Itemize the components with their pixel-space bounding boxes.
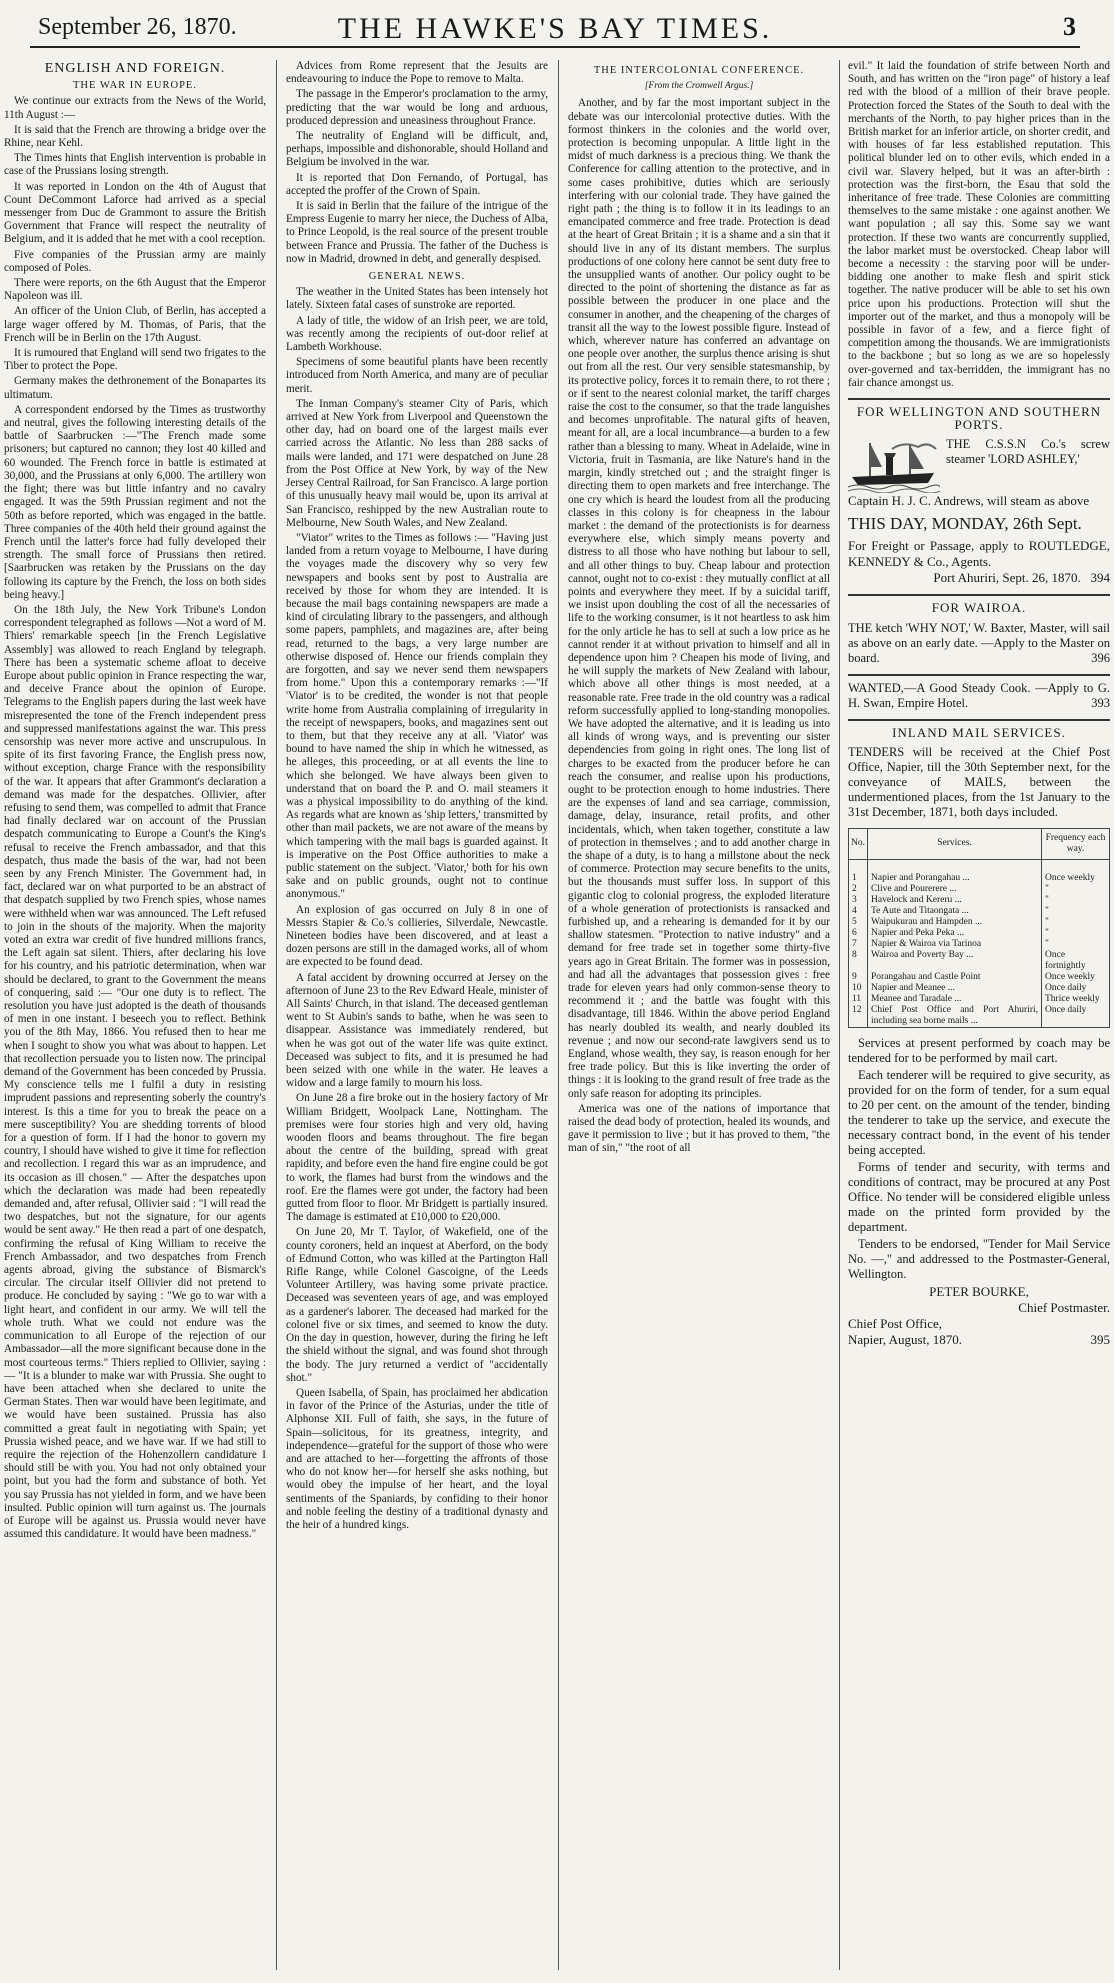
article-paragraph: It is rumoured that England will send two frigates to the Tiber to protect the Pope. <box>4 347 266 373</box>
table-cell: 6 <box>849 928 868 939</box>
table-cell: Once weekly <box>1042 873 1110 884</box>
article-paragraph: The Inman Company's steamer City of Paris, which arrived at New York from Liverpool and Queenstown the other day, had on board one of the largest mails ever carried across the Atlantic. No less than 288 sacks of mails were landed, and 171 were despatched on June 28 from the Post Office at New York, by way of the New Jersey Central Railroad, for San Francisco. A large portion of this unusually heavy mail would be, upon its arrival at San Francisco, reshipped by the new Australian route to Melbourne, New South Wales, and New Zealand. <box>286 397 548 529</box>
section-heading: GENERAL NEWS. <box>368 271 466 283</box>
ad-inland-mail <box>848 719 1110 1349</box>
mail-services-table <box>848 828 1110 1029</box>
article-source: [From the Cromwell Argus.] <box>644 81 754 92</box>
table-row <box>849 917 1110 928</box>
article-paragraph: Germany makes the dethronement of the Bonapartes its ultimatum. <box>4 375 266 401</box>
ad-footer-place: Chief Post Office, <box>848 1316 942 1332</box>
article-paragraph: Queen Isabella, of Spain, has proclaimed her abdication in favor of the Prince of the Asturias, under the title of Alphonse XII. Full of faith, she says, in the future of Spain—solicitous, for its greatness, integrity, and independence—grateful for the support of those who were and are attached to her—forgetting the affronts of those who do not know her—for herself she asks nothing, but would obey the impulse of her heart, and the loyal sentiments of the Spaniards, by confiding to their honor and noble feeling the destiny of a traditional dynasty and the heir of a hundred kings. <box>286 1386 548 1531</box>
table-row <box>849 950 1110 972</box>
table-header: Frequency each way. <box>1042 828 1110 859</box>
column-general-news <box>286 60 548 1975</box>
table-cell: 8 <box>849 950 868 972</box>
article-paragraph: On June 28 a fire broke out in the hosiery factory of Mr William Bridgett, Woolpack Lane, Nottingham. The premises were four stories high and very old, having wooden floors and beams throughout. The fire began about the centre of the building, spread with great rapidity, and before even the hand fire engine could be got to work, the flames had burst from the windows and the roof. Ere the flames were got under, the factory had been gutted from floor to floor. Mr Bridgett is partially insured. The damage is estimated at £10,000 to £20,000. <box>286 1092 548 1224</box>
article-paragraph: It is reported that Don Fernando, of Portugal, has accepted the proffer of the Crown of Spain. <box>286 171 548 197</box>
table-cell: Wairoa and Poverty Bay ... <box>868 950 1042 972</box>
article-paragraph: Advices from Rome represent that the Jesuits are endeavouring to induce the Pope to remove to Malta. <box>286 60 548 86</box>
ad-intro: TENDERS will be received at the Chief Post Office, Napier, till the 30th September next, for the conveyance of MAILS, between the undermentioned places, from the 1st January to the 31st December, 1871, both days included. <box>848 744 1110 819</box>
article-paragraph: It is said in Berlin that the failure of the intrigue of the Empress Eugenie to marry her niece, the Duchess of Alba, to Prince Leopold, is the real source of the present trouble between France and Prussia. The father of the Duchess is now in Madrid, drowned in debt, and generally despised. <box>286 200 548 265</box>
article-paragraph: The weather in the United States has been intensely hot lately. Sixteen fatal cases of sunstroke are reported. <box>286 286 548 312</box>
table-header: No. <box>849 828 868 859</box>
ad-lord-ashley <box>848 398 1110 586</box>
ad-wairoa <box>848 594 1110 665</box>
table-cell: " <box>1042 895 1110 906</box>
ad-number: 395 <box>1090 1332 1110 1348</box>
table-cell: Once fortnightly <box>1042 950 1110 972</box>
article-paragraph: Specimens of some beautiful plants have been recently introduced from North America, and many are of peculiar merit. <box>286 356 548 395</box>
table-cell: " <box>1042 917 1110 928</box>
table-cell: Once daily <box>1042 1005 1110 1028</box>
table-cell: " <box>1042 906 1110 917</box>
table-cell: Meanee and Taradale ... <box>868 994 1042 1005</box>
column-rule <box>839 60 840 1970</box>
article-paragraph: It is said that the French are throwing a bridge over the Rhine, near Kehl. <box>4 123 266 150</box>
table-cell: 5 <box>849 917 868 928</box>
article-paragraph: An officer of the Union Club, of Berlin, has accepted a large wager offered by M. Thomas, of Paris, that the French will be in Berlin on the 17th August. <box>4 305 266 344</box>
ad-wanted-cook <box>848 674 1110 711</box>
article-paragraph: America was one of the nations of importance that raised the dead body of protection, healed its wounds, and gave it permission to live ; but it has proved to them, "the man of sin," "the root of all <box>568 1102 830 1155</box>
table-cell: 3 <box>849 895 868 906</box>
column-rule <box>558 60 559 1970</box>
article-paragraph: "Viator" writes to the Times as follows :— "Having just landed from a return voyage to Melbourne, I have during the voyages made the discovery why so very few newspapers and books sent by post to Australia are received by those for whom they are intended. It is because the mail bags containing newspapers are made a kind of circulating library to the passengers, and although some papers, pamphlets, and magazines are, after being read, returned to the bags, a very large number are otherwise disposed of. Hence our friends complain they are forgotten, and say we never send them newspapers from home." Upon this a contemporary remarks :—"If 'Viator' is to be credited, the wonder is not that people write home from Australia complaining of irregularity in the receipt of newspapers, books, and magazines sent out to them, but that they receive any at all. 'Viator' was bound to have named the ship in which he witnessed, as he alleges, this proceeding, or at all events the line to which she belonged. We have always been given to understand that on board the P. and O. mail steamers it was a physical impossibility to do anything of the kind. As regards what are known as 'ship letters,' transmitted by other than mail packets, we are not aware of the means by which tampering with the mail bags is guarded against. It is imperative on the Post Office authorities to make a public statement on the subject. 'Viator,' both for his own sake and on public grounds, ought not to continue anonymous." <box>286 531 548 901</box>
table-cell: 12 <box>849 1005 868 1028</box>
article-paragraph: The neutrality of England will be difficult, and, perhaps, impossible and dishonorable, should Holland and Belgium be involved in the war. <box>286 130 548 169</box>
table-cell: 4 <box>849 906 868 917</box>
ad-sailing-date: THIS DAY, MONDAY, 26th Sept. <box>848 514 1082 534</box>
ad-heading: FOR WELLINGTON AND SOUTHERN PORTS. <box>856 404 1102 433</box>
article-paragraph: Another, and by far the most important subject in the debate was our intercolonial protective duties. With the formost thinkers in the colonies and the world over, protection is becoming unpopular. A little light in the midst of much darkness is a precious thing. We thank the Conference for calling attention to the protective, and in some cases prohibitive, duties which are seriously interfering with our colonial trade. They have gained the right path ; the thing is to follow it in its leadings to an emancipated commerce and free trade. Protection is dead at the heart of Great Britain ; it is a shame and a sin that it should live in any of its distant members. The surplus productions of one colony here cannot be sent duty free to the unsupplied wants of another. Our policy ought to be directed to the point of shortening the distance as far as possible between the producer in one place and the consumer in another, and the cheapening of the charges of transit all the way to the lowest possible figure. Instead of which, wherever nature has conferred an advantage on one people over another, the surplus thence arising is shut out from all the rest. Our very sensible statesmanship, by its protective policy, forces it to remain there, to rot there ; or if sent to the nearest colonial market, the tariff charges raise the cost to the consumer, so that the trade languishes and becomes unprofitable. The natural gifts of heaven, meant for all, are a local incumbrance—a burden to a few rather than a blessing to many. Wheat in Adelaide, wine in Victoria, fruit in Tasmania, are like Nature's hand in the margin, kindly stretched out ; and the straight finger is directing them to open markets and free interchange. The one cry which is heard the loudest from all the producing classes in this colony is for cheapness in the labour market : the demand of the protectionists is for dearness everywhere else, which simply means poverty and distress to all those who have nothing but labour to sell, and all other things to buy. Cheap labour and protection cannot, ought not to co-exist : they mutually conflict at all points and everywhere they meet. If by a suicidal tariff, we insist upon doubling the cost of all the necessaries of life to the working consumer, is it not heartless to ask him for the only article he has to sell at such a low price as he cannot render it at without privation to himself and all in dependence upon him ? Cheapen his mode of living, and he will supply the markets of New Zealand with labour, which above all other things is most needed, at a reasonable rate. Free trade in the old country was a radical reform successfully applied to long-standing monopolies. We have adopted the alternative, and it is leading us into all kinds of wrong ways, and is preventing our sister dependencies from going in right ones. The long list of charges to be exacted from the producer before he can reach the consumer, and realise upon his productions, ought to be protection enough to home industries. There are the expenses of land and sea carriage, commission, damage, delay, insurance, retail profits, and other incidentals, which, when taken together, constitute a law of protection in themselves ; and to add another charge in the shape of a duty, is to hang a millstone about the neck of commerce. Protection may secure benefits to the units, but the thousands must suffer loss. In support of this gigantic clog to colonial progress, the exploded literature of a whole generation of protectionists is ransacked and furbished up, and a rehearing is demanded for it by our shallow statesmen. "Protection to native industry" and a demand for free trade set in together some thirty-five years ago in Great Britain. The former was in possession, and had all the advantages that possession gives : free trade for eleven years had only common-sense theory to recommend it ; and the battle was fought with this disadvantage, till 1846. Within the above period England has nearly doubled its wealth, and nearly doubled its revenue ; and now our second-rate lawgivers send us to England, whose wealth, they say, is reason enough for her free trade policy. But this is like inverting the order of things : it is looking to the grand result of free trade as the only safe reason for adopting its principles. <box>568 97 830 1100</box>
page-number: 3 <box>1063 12 1076 41</box>
section-heading: THE INTERCOLONIAL CONFERENCE. <box>593 65 805 76</box>
article-continuation: evil." It laid the foundation of strife between North and South, and has written on the "iron page" of history a leaf red with the blood of a million of their brave people. Protection forced the States of the South to deal with the merchants of the North, to pay higher prices than in the British market for an inferior article, on shorter credit, and with houses of far less established reputation. This political blunder led on to other evils, which ended in a civil war. Slavery helped, but it was an after-birth : protection was the first-born, the Esau that sold the inheritance of free trade. These Colonies are committing themselves to the same mistake : one against another. We want population ; all say this. Some say we want protection. If these two wants are concurrently supplied, the labor market must be overstocked. Cheap labor will become a necessity : the starving poor will be under-bidding one another to make flesh and spirit stick together. The native producer will be able to set his own price upon his productions. Protection will shut the importer out of the market, and thus a monopoly will be possible in favor of a few, and a fierce fight of competition among the thousands. We are immigrationists to the backbone ; but so long as we are so hopelessly over-governed and tax-berridden, the immigrant has no fair chance amongst us. <box>848 60 1110 389</box>
ad-number: 393 <box>1091 695 1110 710</box>
table-header: Services. <box>868 828 1042 859</box>
ad-captain: Captain H. J. C. Andrews, will steam as above <box>848 493 1090 509</box>
ad-heading: INLAND MAIL SERVICES. <box>892 724 1066 740</box>
table-cell: Napier and Meanee ... <box>868 983 1042 994</box>
table-cell: 1 <box>849 873 868 884</box>
ad-footer: Port Ahuriri, Sept. 26, 1870. <box>933 570 1081 586</box>
table-row <box>849 884 1110 895</box>
article-paragraph: Five companies of the Prussian army are mainly composed of Poles. <box>4 248 266 274</box>
table-row <box>849 1005 1110 1028</box>
article-paragraph: The Times hints that English intervention is probable in case of the Prussians losing strength. <box>4 152 266 178</box>
article-paragraph: A fatal accident by drowning occurred at Jersey on the afternoon of June 23 to the Rev Edward Heale, minister of All Saints' Church, in that island. The deceased gentleman went to St Aubin's sands to bathe, when he was seen to disappear. Assistance was immediately rendered, but when he was got out of the water life was quite extinct. Deceased was subject to fits, and it is presumed he had been seized with one while in the water. He leaves a widow and a large family to mourn his loss. <box>286 971 548 1090</box>
ad-paragraph: Forms of tender and security, with terms and conditions of contract, may be procured at any Post Office. No tender will be considered eligible unless made on the printed form provided by the department. <box>848 1160 1110 1235</box>
section-heading: ENGLISH AND FOREIGN. <box>44 61 226 76</box>
article-paragraph: On the 18th July, the New York Tribune's London correspondent telegraphed as follows —Not a word of M. Thiers' remarkable speech [in the French Legislative Assembly] was allowed to reach England by telegraph. There has been a systematic scheme afloat to deceive Europe about public opinion in France respecting the war, and deceive France about the opinion of Europe. Telegrams to the English papers during the last week have misrepresented the tone of the French independent press and suppressed manifestations against the war. This press censorship was never more active and unscrupulous. In spite of its first favoring France, the English press now, without exception, charge France with the responsibility of the war. It appears that after Grammont's declaration a demand was made for the despatches. Ollivier, after refusing to send them, was compelled to admit that France had finally declared war on account of the Prussian despatch communicating to Europe a Count's the King's refusal to receive the French ambassador, and that this despatch, thus made the basis of the war, had not been seen by any French Minister. The Government had, in fact, declared war on what purported to be an abstract of that despatch supplied by two French spies, whose names were withheld when war was announced. The Left refused to join in the shouts of the majority. When the majority voted an extra war credit of five hundred millions francs, the Left again sat silent. Thiers, after declaring his love for his country, and his patriotic determination, when war should be declared, to grant to the Government the means of conquering, said :— "Our one duty is to reflect. The resolution you have just adopted is the death of thousands of men in one instant. I beseech you to reflect. Bethink you of the 8th May, 1866. You refused then to hear me when I sought to show you what was about to happen. Let that recollection persuade you to listen now. The principal demand of the Government has been conceded by Prussia. My conscience tells me I fulfil a duty in resisting imprudent passions and representing soberly the country's interest. Is this a time for you to break the peace on a mere susceptibility? You are shedding torrents of blood for a question of form. If I had the honor to govern my country, I should have wished to give it time for reflection and recollection. I regard this war as an imprudence, and its occasion as ill chosen." — After the despatches upon which the declaration was made had been repeatedly demanded and, after refusal, Ollivier said : "I will read the two despatches, but not the signature, for our agents would be sent away." He then read a part of one despatch, confirming the refusal of King William to receive the French Ambassador, and two despatches from French agents abroad, giving the substance of Bismarck's circular. The circular itself Ollivier did not pretend to produce. He concluded by saying : "We go to war with a light heart, and confident in our army. We will tell the whole truth. What we could not endure was the communication to all Europe of the rejection of our Ambassador—all the more significant because done in the most courteous terms." Thiers replied to Ollivier, saying :— "It is a blunder to make war with Prussia. She ought to have been attached when she declared to unite the German States. Then war would have been legitimate, and we would have been sustained. Prussia has also committed a great fault in negotiating with Spain; yet Prussia wished peace, and we have war. If we had still to require the rejection of the Hohenzollern candidature I should still be with you. You had not only obtained your point, but you had the form and substance of both. Yet you say Prussia has not yielded in form, and we have been insulted. Public opinion will turn against us. The journals of Europe will be against us. Prussia would never have assumed this candidature. It would have been madness." <box>4 603 266 1541</box>
table-cell: Napier and Porangahau ... <box>868 873 1042 884</box>
ad-footer-date: Napier, August, 1870. <box>848 1332 962 1348</box>
ad-body: THE ketch 'WHY NOT,' W. Baxter, Master, will sail as above on an early date. —Apply to the Master on board. <box>848 620 1110 665</box>
ad-number: 394 <box>1090 570 1110 586</box>
table-cell: Chief Post Office and Port Ahuriri, including sea borne mails ... <box>868 1005 1042 1028</box>
table-cell: Te Aute and Titaongata ... <box>868 906 1042 917</box>
table-row <box>849 928 1110 939</box>
article-paragraph: There were reports, on the 6th August that the Emperor Napoleon was ill. <box>4 277 266 303</box>
table-cell: Thrice weekly <box>1042 994 1110 1005</box>
table-cell: Porangahau and Castle Point <box>868 972 1042 983</box>
table-cell: " <box>1042 939 1110 950</box>
ad-heading: FOR WAIROA. <box>931 600 1027 616</box>
article-paragraph: A correspondent endorsed by the Times as trustworthy and neutral, gives the following interesting details of the battle of Saarbrucken :—"The French made some prisoners; but captured no cannon; they lost 40 killed and 60 wounded. The French force in battle is estimated at 30,000, and the Prussians at only 6,000. The artillery won the fight; there was but little infantry and no cavalry engaged. It was the 59th Prussian regiment and not the 50th as before reported, which was engaged in the battle. Three companies of the 40th held their ground against the French until the latter's force had fully developed their strength. The small force of Prussians then retired. [Saarbrucken was retaken by the Prussians on the day following its capture by the French, the loss on both sides being heavy.] <box>4 403 266 601</box>
ad-ship-text: THE C.S.S.N Co.'s screw steamer 'LORD ASHLEY,' <box>946 437 1110 467</box>
table-cell: Napier and Peka Peka ... <box>868 928 1042 939</box>
article-paragraph: We continue our extracts from the News of the World, 11th August :— <box>4 95 266 121</box>
column-intercolonial-conference <box>568 60 830 1975</box>
table-cell: 9 <box>849 972 868 983</box>
section-subheading: THE WAR IN EUROPE. <box>73 80 197 92</box>
table-cell: 2 <box>849 884 868 895</box>
column-advertisements <box>848 60 1110 1975</box>
table-cell: 7 <box>849 939 868 950</box>
column-english-and-foreign <box>4 60 266 1975</box>
table-cell: Havelock and Kereru ... <box>868 895 1042 906</box>
article-paragraph: On June 20, Mr T. Taylor, of Wakefield, one of the county coroners, held an inquest at Aberford, on the body of Edmund Cotton, who was killed at the Partington Hall Rifle Range, while Colonel Gascoigne, of the Leeds Volunteer Artillery, was having some private practice. Deceased was seventeen years of age, and was employed as a gardener's laborer. The deceased had marked for the colonel five or six times, and seemed to know the duty. On the day in question, however, during the firing he left the shield without the signal, and was found shot through the body. The jury returned a verdict of "accidentally shot." <box>286 1226 548 1384</box>
article-body <box>4 95 266 1541</box>
article-paragraph: It was reported in London on the 4th of August that Count DeCommont Laforce had arrived as a special messenger from Duc de Grammont to assure the British Government that France will respect the neutrality of Belgium, and it is added that he met with a cool reception. <box>4 180 266 246</box>
table-cell: " <box>1042 928 1110 939</box>
ad-body: WANTED,—A Good Steady Cook. —Apply to G. H. Swan, Empire Hotel. <box>848 680 1110 710</box>
article-paragraph: An explosion of gas occurred on July 8 in one of Messrs Stapier & Co.'s collieries, Silverdale, Newcastle. Nineteen bodies have been discovered, and at least a dozen persons are still in the damaged works, all of whom are expected to be found dead. <box>286 903 548 969</box>
ad-paragraph: Each tenderer will be required to give security, as provided for on the form of tender, for a sum equal to 20 per cent. on the amount of the tender, binding the tenderer to take up the service, and execute the necessary contract bond, in the event of his tender being accepted. <box>848 1068 1110 1158</box>
table-row <box>849 906 1110 917</box>
table-cell: 10 <box>849 983 868 994</box>
table-cell: Napier & Wairoa via Tarinoa <box>868 939 1042 950</box>
ad-number: 396 <box>1091 650 1110 665</box>
table-row <box>849 895 1110 906</box>
table-cell: Once daily <box>1042 983 1110 994</box>
table-cell: 11 <box>849 994 868 1005</box>
table-row <box>849 873 1110 884</box>
steamship-icon <box>848 437 940 493</box>
table-cell: Waipukurau and Hampden ... <box>868 917 1042 928</box>
issue-date: September 26, 1870. <box>38 14 237 40</box>
table-cell: Once weekly <box>1042 972 1110 983</box>
ad-freight: For Freight or Passage, apply to ROUTLEDGE, KENNEDY & Co., Agents. <box>848 538 1110 570</box>
article-paragraph: A lady of title, the widow of an Irish peer, we are told, was recently among the recipients of out-door relief at Lambeth Workhouse. <box>286 314 548 354</box>
table-cell: " <box>1042 884 1110 895</box>
table-cell: Clive and Pourerere ... <box>868 884 1042 895</box>
ad-paragraph: Tenders to be endorsed, "Tender for Mail Service No. —," and addressed to the Postmaster-General, Wellington. <box>848 1237 1110 1282</box>
ad-paragraph: Services at present performed by coach may be tendered for to be performed by mail cart. <box>848 1036 1110 1066</box>
masthead <box>30 8 1080 48</box>
signature-title: Chief Postmaster. <box>1018 1300 1110 1316</box>
column-rule <box>276 60 277 1970</box>
table-row <box>849 994 1110 1005</box>
table-row <box>849 939 1110 950</box>
signature: PETER BOURKE, <box>929 1284 1029 1300</box>
newspaper-title: THE HAWKE'S BAY TIMES. <box>337 12 773 45</box>
article-paragraph: The passage in the Emperor's proclamation to the army, predicting that the war would be long and arduous, produced depression and uneasiness throughout France. <box>286 88 548 127</box>
table-row <box>849 972 1110 983</box>
table-row <box>849 983 1110 994</box>
